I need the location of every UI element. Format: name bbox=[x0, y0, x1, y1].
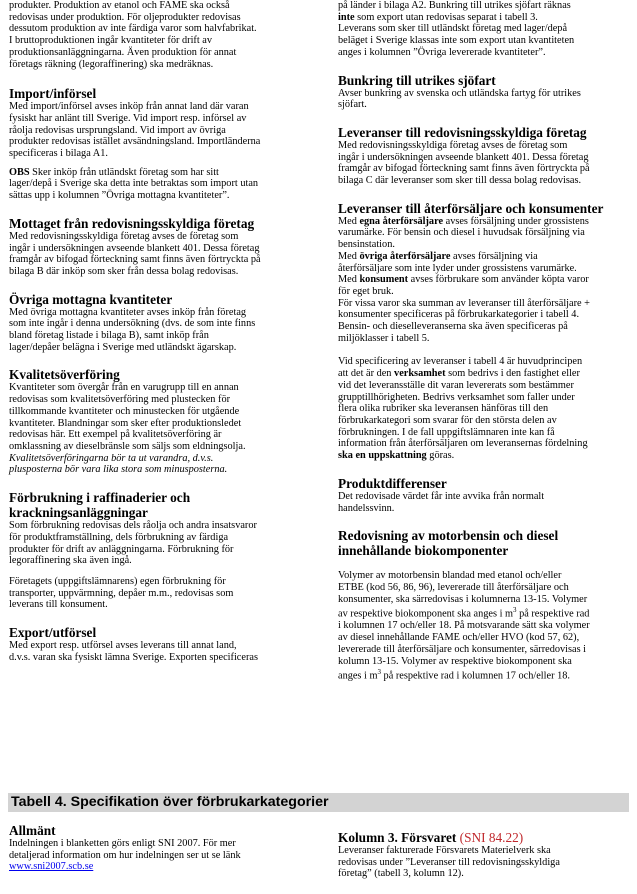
bunkring-section bbox=[338, 73, 629, 111]
text-line bbox=[338, 368, 629, 380]
text-line: återförsäljare som inte lyder under grossistens varumärke. bbox=[338, 262, 577, 274]
text-span: anges i m bbox=[338, 670, 378, 682]
text-span: som bedrivs i den fastighet eller bbox=[445, 368, 580, 380]
produktdifferenser-section bbox=[338, 476, 629, 514]
bold-span: verksamhet bbox=[394, 368, 446, 380]
section-heading: Export/utförsel bbox=[9, 625, 97, 641]
text-line bbox=[338, 274, 629, 286]
text-line: specificeras i bilaga A1. bbox=[9, 148, 108, 160]
text-line: redovisas under ”Leveranser till redovisningsskyldiga bbox=[338, 856, 560, 868]
text-line: framgår av bifogad förteckning samt finns även förtryckta på bbox=[9, 254, 261, 266]
text-line: leverans till konsument. bbox=[9, 599, 108, 611]
text-line: bensinstation. bbox=[338, 239, 395, 251]
text-line bbox=[9, 861, 309, 873]
italic-line: Kvalitetsöverföringarna bör ta ut varandra, d.v.s. bbox=[9, 452, 214, 464]
mottaget-section bbox=[9, 216, 309, 278]
superscript: 3 bbox=[377, 668, 381, 677]
bold-span: konsument bbox=[359, 274, 409, 286]
text-line: I bruttoproduktionen ingår kvantiteter för drift av bbox=[9, 35, 213, 47]
text-line: Med redovisningsskyldiga företag avses de företag som bbox=[9, 230, 239, 242]
text-line: vid det leveransställe dit varan levererats som bestämmer bbox=[338, 379, 574, 391]
section-heading: Kvalitetsöverföring bbox=[9, 367, 120, 383]
heading-text: Kolumn 3. Försvaret bbox=[338, 830, 457, 845]
bold-span: ska en uppskattning bbox=[338, 450, 427, 462]
text-line: fysiskt har anlänt till Sverige. Vid import resp. införsel av bbox=[9, 112, 247, 124]
text-line: kvantiteter. Blandningar som sker efter produktionsledet bbox=[9, 417, 242, 429]
text-line: Leverans som sker till utländskt företag med lager/depå bbox=[338, 23, 568, 35]
text-line: Med import/införsel avses inköp från annat land där varan bbox=[9, 101, 249, 113]
text-line: Med export resp. utförsel avses leverans till annat land, bbox=[9, 640, 237, 652]
text-line: transporter, uppvärmning, depåer m.m., redovisas som bbox=[9, 587, 234, 599]
text-span: avses förbrukare som använder köpta varor bbox=[408, 274, 589, 286]
text-line: i kolumnen 17 och/eller 18. På motsvarande sätt ska volymer bbox=[338, 620, 590, 632]
motorbensin-section bbox=[338, 528, 629, 682]
text-line: grupptillhörigheten. Bedrivs verksamhet som faller under bbox=[338, 391, 575, 403]
section-heading: Produktdifferenser bbox=[338, 475, 447, 491]
text-line: sättas upp i kolumnen ”Övriga mottagna kvantiteter”. bbox=[9, 190, 230, 202]
text-line: Kvantiteter som övergår från en varugrupp till en annan bbox=[9, 382, 239, 394]
forbrukning-section bbox=[9, 490, 309, 611]
text-line bbox=[338, 667, 629, 682]
text-line: information från återförsäljaren om leveransernas fördelning bbox=[338, 438, 588, 450]
section-heading: krackningsanläggningar bbox=[9, 505, 148, 521]
text-line bbox=[338, 12, 629, 24]
text-line: förbrukningen. I de fall uppgiftslämnaren inte kan få bbox=[338, 426, 555, 438]
text-line: varumärke. För bensin och diesel i huvudsak försäljning via bbox=[338, 227, 585, 239]
text-line: redovisas här. Ett exempel på kvalitetsöverföring är bbox=[9, 429, 222, 441]
section-heading: Import/införsel bbox=[9, 86, 97, 102]
text-span: Sker inköp från utländskt företag som har sitt bbox=[29, 166, 219, 178]
text-line: produkter för drift av anläggningarna. Förbrukning för bbox=[9, 543, 234, 555]
text-line: legoraffinering ska även ingå. bbox=[9, 555, 132, 567]
left-column bbox=[9, 0, 309, 663]
text-line: Volymer av motorbensin blandad med etanol och/eller bbox=[338, 570, 562, 582]
text-line bbox=[338, 216, 629, 228]
text-line: ETBE (kod 56, 86, 96), levererade till återförsäljare och bbox=[338, 581, 569, 593]
sni-link[interactable]: www.sni2007.scb.se bbox=[9, 861, 94, 873]
section-heading: Allmänt bbox=[9, 823, 56, 838]
obs-label: OBS bbox=[9, 166, 30, 178]
text-line: bland företag listade i bilaga B), samt inköp från bbox=[9, 330, 209, 342]
text-line: Avser bunkring av svenska och utländska fartyg för utrikes bbox=[338, 87, 581, 99]
text-span: som export utan redovisas separat i tabell 3. bbox=[354, 11, 538, 23]
text-span: avses försäljning under grossistens bbox=[443, 215, 589, 227]
kvalitet-section bbox=[9, 367, 309, 476]
section-heading: Förbrukning i raffinaderier och bbox=[9, 490, 191, 506]
text-span: Med bbox=[338, 274, 360, 286]
export-continued bbox=[338, 0, 629, 59]
leveranser-redovisning-section bbox=[338, 125, 629, 187]
text-line: framgår av bifogad förteckning samt finns även förtryckta på bbox=[338, 163, 590, 175]
text-line: företags räkning (legoraffinering) ska medräknas. bbox=[9, 58, 214, 70]
text-line: kolumn 13-15. Volymer av respektive biokomponent ska bbox=[338, 655, 572, 667]
export-section bbox=[9, 625, 309, 663]
table-heading-banner bbox=[8, 793, 629, 812]
section-heading: Mottaget från redovisningsskyldiga företag bbox=[9, 215, 255, 231]
section-heading: Bunkring till utrikes sjöfart bbox=[338, 72, 496, 88]
text-line: för eget bruk. bbox=[338, 285, 394, 297]
section-heading bbox=[338, 830, 629, 845]
kolumn3-section bbox=[338, 830, 629, 880]
text-line: produkter. Produktion av etanol och FAME ska också bbox=[9, 0, 230, 11]
text-line: Bensin- och dieselleveranserna ska även specificeras på bbox=[338, 321, 568, 333]
text-line: d.v.s. varan ska fysiskt lämna Sverige. Exporten specificeras bbox=[9, 651, 258, 663]
text-line: företag” (tabell 3, kolumn 12). bbox=[338, 868, 464, 880]
obs-line bbox=[9, 167, 309, 179]
text-line: redovisas som kvalitetsöverföring med plustecken för bbox=[9, 394, 231, 406]
text-line: ingår i undersökningen avseende blankett 401. Dessa företag bbox=[338, 151, 589, 163]
text-line: sjöfart. bbox=[338, 99, 367, 111]
text-line: flera olika rubriker ska leveransen hänföras till den bbox=[338, 403, 549, 415]
text-span: av respektive biokomponent ska anges i m bbox=[338, 608, 514, 620]
bold-span: inte bbox=[338, 11, 355, 23]
text-line: råolja redovisas ursprungsland. Vid import av övriga bbox=[9, 124, 226, 136]
text-span: att det är den bbox=[338, 368, 395, 380]
text-line: miljöklasser i tabell 5. bbox=[338, 332, 430, 344]
ovriga-mottagna-section bbox=[9, 292, 309, 354]
superscript: 3 bbox=[513, 606, 517, 615]
table-heading: Tabell 4. Specifikation över förbrukarkategorier bbox=[11, 794, 329, 810]
text-line: ingår i undersökningen avseende blankett 401. Dessa företag bbox=[9, 242, 260, 254]
section-heading: Redovisning av motorbensin och diesel bbox=[338, 528, 559, 544]
right-column bbox=[338, 0, 629, 682]
section-heading: Övriga mottagna kvantiteter bbox=[9, 291, 173, 307]
text-line: på länder i bilaga A2. Bunkring till utrikes sjöfart räknas bbox=[338, 0, 571, 11]
text-line: beläget i Sverige klassas inte som export utan kvantiteten bbox=[338, 35, 575, 47]
allmant-section bbox=[9, 823, 309, 873]
text-line: Det redovisade värdet får inte avvika från normalt bbox=[338, 490, 545, 502]
import-section bbox=[9, 86, 309, 202]
text-line: levererade till återförsäljare och konsumenter, särredovisas i bbox=[338, 643, 587, 655]
section-heading: Leveranser till redovisningsskyldiga företag bbox=[338, 124, 587, 140]
text-line: konsumenter, ska särredovisas i kolumnerna 13-15. Volymer bbox=[338, 593, 588, 605]
production-continued bbox=[9, 0, 309, 70]
text-line: tillkommande kvantiteter och minustecken för utgående bbox=[9, 405, 240, 417]
text-span: göras. bbox=[429, 450, 455, 462]
text-line: Med övriga mottagna kvantiteter avses inköp från företag bbox=[9, 306, 247, 318]
text-span: Med bbox=[338, 215, 360, 227]
text-line: Leveranser fakturerade Försvarets Materielverk ska bbox=[338, 845, 551, 856]
text-line: Företagets (uppgiftslämnarens) egen förbrukning för bbox=[9, 575, 226, 587]
section-heading: Leveranser till återförsäljare och konsumenter bbox=[338, 200, 604, 216]
text-line: detaljerad information om hur indelningen ser ut se länk bbox=[9, 849, 241, 861]
text-line: produkter redovisas istället avsändningsland. Importländerna bbox=[9, 136, 261, 148]
text-line bbox=[338, 605, 629, 620]
text-line: Med redovisningsskyldiga företag avses de företag som bbox=[338, 139, 568, 151]
text-line: konsumenter specificeras på förbrukarkategorier i tabell 4. bbox=[338, 309, 580, 321]
text-line: bilaga C där leveranser som sker till dessa bolag redovisas. bbox=[338, 175, 582, 187]
sni-code: (SNI 84.22) bbox=[459, 830, 524, 845]
text-line: förbrukarkategori som svarar för den största delen av bbox=[338, 414, 557, 426]
italic-line: plusposterna bör vara lika stora som minusposterna. bbox=[9, 464, 228, 476]
leveranser-aterforsaljare-section bbox=[338, 201, 629, 462]
text-span: på respektive rad bbox=[516, 608, 590, 620]
text-line: omklassning av dieselbränsle som säljs som eldningsolja. bbox=[9, 440, 246, 452]
text-line: handelssvinn. bbox=[338, 502, 395, 514]
text-line: anges i kolumnen ”Övriga levererade kvantiteter”. bbox=[338, 46, 546, 58]
text-span: avses försäljning via bbox=[450, 250, 538, 262]
text-line: produktionsanläggningarna. Även produktion för annat bbox=[9, 46, 237, 58]
bold-span: övriga återförsäljare bbox=[359, 250, 451, 262]
text-line: som inte ingår i denna undersökning (dvs. de som inte finns bbox=[9, 318, 256, 330]
text-span: på respektive rad i kolumnen 17 och/eller 18. bbox=[380, 670, 570, 682]
section-heading: innehållande biokomponenter bbox=[338, 543, 509, 559]
text-line: Vid specificering av leveranser i tabell 4 är huvudprincipen bbox=[338, 356, 583, 368]
text-line: Som förbrukning redovisas dels råolja och andra insatsvaror bbox=[9, 520, 257, 532]
text-line: lager/depåer belägna i Sverige med utländskt ägarskap. bbox=[9, 341, 237, 353]
text-line: För vissa varor ska summan av leveranser till återförsäljare + bbox=[338, 297, 590, 309]
text-line: redovisas under produktion. För oljeprodukter redovisas bbox=[9, 11, 241, 23]
bold-span: egna återförsäljare bbox=[359, 215, 444, 227]
text-line: lager/depå i Sverige ska detta inte betraktas som import utan bbox=[9, 178, 259, 190]
text-line bbox=[338, 450, 629, 462]
text-line: av diesel innehållande FAME och/eller HVO (kod 57, 62), bbox=[338, 632, 580, 644]
text-line: Indelningen i blanketten görs enligt SNI 2007. För mer bbox=[9, 838, 236, 849]
text-span: Med bbox=[338, 250, 360, 262]
text-line: bilaga B där inköp som sker från dessa bolag redovisas. bbox=[9, 265, 239, 277]
text-line bbox=[338, 251, 629, 263]
text-line: dessutom produktion av inte färdiga varor som halvfabrikat. bbox=[9, 23, 257, 35]
text-line: för produktframställning, dels förbrukning av färdiga bbox=[9, 531, 229, 543]
